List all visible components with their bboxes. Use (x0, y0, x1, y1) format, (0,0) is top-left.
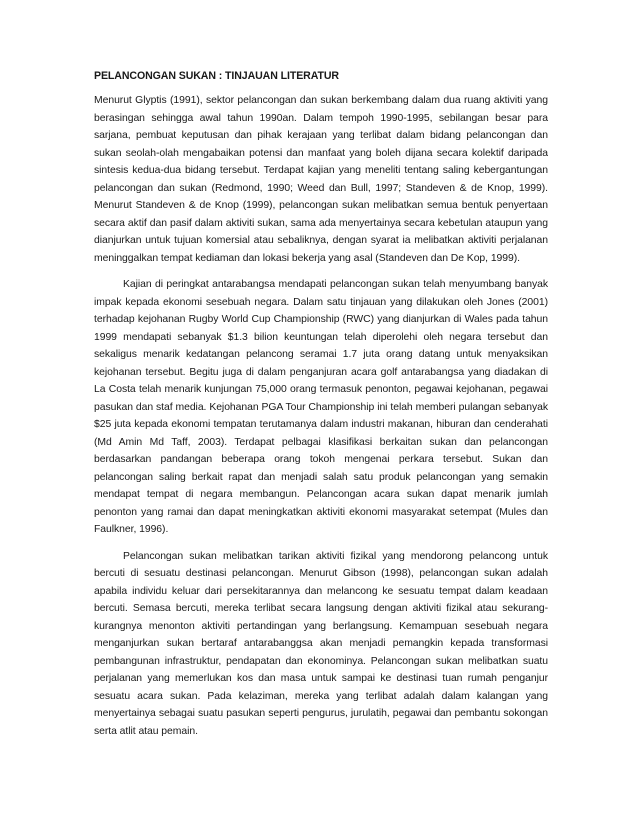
paragraph-2: Kajian di peringkat antarabangsa mendapati pelancongan sukan telah menyumbang banyak impak kepada ekonomi sesebuah negara. Dalam satu tinjauan yang dilakukan oleh Jones (2001) terhadap kejohanan Rugby World Cup Championship (RWC) yang dianjurkan di Wales pada tahun 1999 mendapati sebanyak $1.3 bilion keuntungan telah diperolehi oleh negara tersebut dan sekaligus menarik kedatangan pelancong seramai 1.7 juta orang datang untuk menyaksikan kejohanan tersebut. Begitu juga di dalam penganjuran acara golf antarabangsa yang diadakan di La Costa telah menarik kunjungan 75,000 orang termasuk penonton, pegawai kejohanan, pegawai pasukan dan staf media. Kejohanan PGA Tour Championship ini telah memberi pulangan sebanyak $25 juta kepada ekonomi tempatan terutamanya dalam industri makanan, hiburan dan cenderahati (Md Amin Md Taff, 2003). Terdapat pelbagai klasifikasi berkaitan sukan dan pelancongan berdasarkan pandangan beberapa orang tokoh mengenai perkara tersebut. Sukan dan pelancongan saling berkait rapat dan menjadi salah satu produk pelancongan yang semakin mendapat tempat di negara membangun. Pelancongan acara sukan dapat menarik jumlah penonton yang ramai dan dapat meningkatkan aktiviti ekonomi masyarakat setempat (Mules dan Faulkner, 1996). (94, 279, 548, 535)
document-page (94, 70, 548, 749)
paragraph-3: Pelancongan sukan melibatkan tarikan aktiviti fizikal yang mendorong pelancong untuk bercuti di sesuatu destinasi pelancongan. Menurut Gibson (1998), pelancongan sukan adalah apabila individu keluar dari persekitarannya dan melancong ke sesuatu tempat dalam keadaan bercuti. Semasa bercuti, mereka terlibat secara langsung dengan aktiviti fizikal atau sekurang-kurangnya menonton aktiviti pertandingan yang berlangsung. Kemampuan sesebuah negara menganjurkan sukan bertaraf antarabanggsa akan menjadi pemangkin kepada transformasi pembangunan infrastruktur, pendapatan dan ekonominya. Pelancongan sukan melibatkan suatu perjalanan yang memerlukan kos dan masa untuk sampai ke destinasi tuan rumah penganjur sesuatu acara sukan. Pada kelaziman, mereka yang terlibat adalah dalam kalangan yang menyertainya sebagai suatu pasukan seperti pengurus, jurulatih, pegawai dan pembantu sokongan serta atlit atau pemain. (94, 550, 548, 737)
document-heading: PELANCONGAN SUKAN : TINJAUAN LITERATUR (94, 70, 339, 82)
paragraph-1: Menurut Glyptis (1991), sektor pelancongan dan sukan berkembang dalam dua ruang aktiviti yang berasingan sehingga awal tahun 1990an. Dalam tempoh 1990-1995, sebilangan besar para sarjana, pembuat keputusan dan pihak kerajaan yang terlibat dalam bidang pelancongan dan sukan seolah-olah mengabaikan potensi dan manfaat yang boleh dijana secara kolektif daripada sintesis kedua-dua bidang tersebut. Terdapat kajian yang meneliti tentang saling kebergantungan pelancongan dan sukan (Redmond, 1990; Weed dan Bull, 1997; Standeven & de Knop, 1999). Menurut Standeven & de Knop (1999), pelancongan sukan melibatkan semua bentuk penyertaan secara aktif dan pasif dalam aktiviti sukan, sama ada menyertainya secara kebetulan ataupun yang dianjurkan untuk tujuan komersial atau sebaliknya, dengan syarat ia melibatkan aktiviti perjalanan meninggalkan tempat kediaman dan lokasi bekerja yang asal (Standeven dan De Kop, 1999). (94, 95, 548, 264)
